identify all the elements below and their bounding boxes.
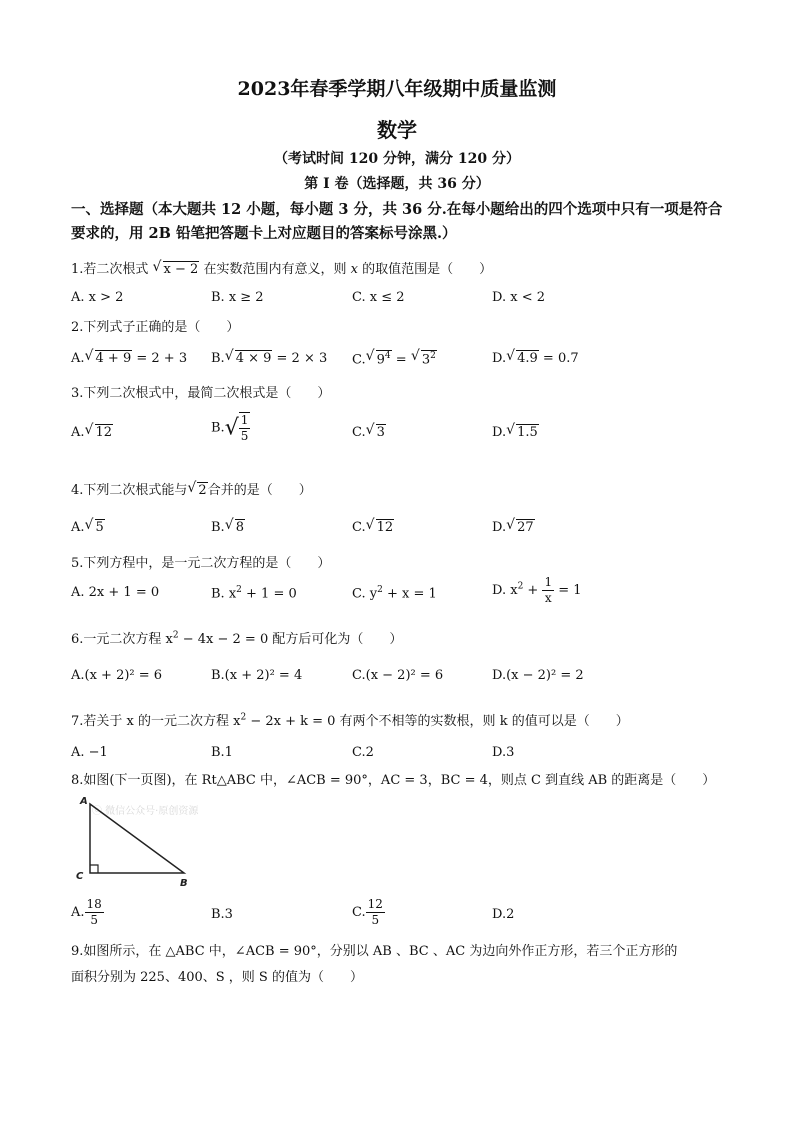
- q6-pre: 6.一元二次方程 x: [71, 632, 173, 647]
- q7-option-d: D.3: [492, 745, 515, 760]
- q4-b-label: B.: [211, 520, 225, 535]
- q3-option-a: [71, 424, 113, 440]
- q8-c-den: 5: [371, 913, 380, 927]
- q6-close: ）: [389, 632, 403, 647]
- q3-a-label: A.: [71, 425, 85, 440]
- q3-options: [71, 413, 731, 464]
- question-2: [71, 316, 239, 335]
- q5-c-post: + x = 1: [382, 586, 437, 602]
- q3-a-radical: [86, 424, 114, 440]
- q2-d-post: = 0.7: [538, 351, 579, 366]
- q2-c-exp-1: 4: [384, 351, 391, 361]
- q3-d-radical: [507, 424, 539, 440]
- q3-b-label: B.: [211, 420, 225, 436]
- q3-c-label: C.: [352, 425, 366, 440]
- q3-c-radicand: 3: [376, 425, 385, 440]
- triangle-abc: [90, 804, 184, 873]
- q2-option-c: [352, 350, 437, 367]
- q8-option-b: B.3: [211, 907, 233, 922]
- q8-a-den: 5: [90, 913, 98, 927]
- q4-a-label: A.: [71, 520, 85, 535]
- q1-option-a: A. x > 2: [71, 290, 124, 305]
- q5-option-c: [352, 585, 437, 601]
- q4-option-a: [71, 519, 105, 535]
- q3-a-radicand: 12: [95, 425, 113, 440]
- q6-options: [71, 668, 731, 708]
- q3-close: ）: [317, 386, 331, 401]
- q8-text: 8.如图(下一页图)，在 Rt△ABC 中，∠ACB = 90°，AC = 3，BC = 4，则点 C 到直线 AB 的距离是（: [71, 773, 677, 788]
- q2-text: 2.下列式子正确的是（: [71, 320, 201, 335]
- q4-b-radicand: 8: [235, 520, 244, 535]
- q4-radical: [188, 482, 207, 498]
- q4-post: 合并的是（: [207, 483, 273, 498]
- q4-b-radical: [226, 519, 245, 535]
- q4-close: ）: [298, 483, 312, 498]
- q5-option-a: A. 2x + 1 = 0: [71, 585, 160, 600]
- question-6: [71, 628, 402, 647]
- section-instructions: 一、选择题（本大题共 12 小题，每小题 3 分，共 36 分.在每小题给出的四个选项中只有一项是符合要求的，用 2B 铅笔把答题卡上对应题目的答案标号涂黑.）: [71, 201, 723, 242]
- q2-b-radicand: 4 × 9: [235, 351, 272, 366]
- q1-post2: 的取值范围是（: [362, 262, 454, 277]
- q7-pre: 7.若关于 x 的一元二次方程 x: [71, 714, 241, 729]
- q5-option-b: [211, 585, 297, 601]
- q8-c-num: 12: [367, 897, 383, 911]
- q4-c-radical: [367, 519, 395, 535]
- q5-d-post: = 1: [554, 583, 582, 598]
- q8-option-c: [352, 897, 385, 928]
- q5-d-exp: 2: [517, 581, 524, 592]
- q1-option-b: B. x ≥ 2: [211, 290, 264, 305]
- q4-pre: 4.下列二次根式能与: [71, 483, 188, 498]
- q3-option-d: [492, 424, 539, 440]
- q2-b-label: B.: [211, 351, 225, 366]
- q1-radicand: x − 2: [163, 262, 199, 277]
- q1-close: ）: [479, 262, 493, 277]
- q3-b-den: 5: [240, 429, 249, 443]
- subject-title: 数学: [377, 118, 417, 142]
- label-b: B: [180, 878, 188, 889]
- q5-c-pre: C. y: [352, 586, 378, 602]
- q8-option-d: D.2: [492, 907, 515, 922]
- question-7: [71, 710, 629, 729]
- exam-title: 2023年春季学期八年级期中质量监测: [237, 78, 557, 100]
- q3-b-num: 1: [240, 413, 249, 427]
- q8-a-num: 18: [86, 897, 102, 911]
- q5-c-exp: 2: [377, 585, 383, 595]
- q3-c-radical: [367, 424, 386, 440]
- q2-option-d: [492, 350, 579, 366]
- q9-close: ）: [349, 970, 363, 985]
- q3-option-c: [352, 424, 386, 440]
- q2-c-radical-1: [367, 350, 392, 367]
- q5-d-pre: D. x: [492, 583, 518, 598]
- q2-d-label: D.: [492, 351, 507, 366]
- q4-d-label: D.: [492, 520, 507, 535]
- q5-d-num: 1: [544, 575, 553, 589]
- q7-exp: 2: [240, 712, 247, 723]
- q1-option-c: C. x ≤ 2: [352, 290, 405, 305]
- q2-d-radicand: 4.9: [517, 351, 538, 366]
- q4-radicand: 2: [198, 483, 207, 498]
- q2-c-eq: =: [391, 352, 411, 368]
- q4-c-radicand: 12: [376, 520, 394, 535]
- q6-mid: − 4x − 2 = 0 配方后可化为（: [178, 632, 364, 647]
- q5-close: ）: [317, 556, 331, 571]
- q2-b-radical: [226, 350, 273, 366]
- question-4: [71, 479, 312, 498]
- q2-option-b: [211, 350, 327, 366]
- q2-c-base-2: 3: [421, 352, 431, 368]
- q3-b-fraction: [239, 412, 251, 444]
- q8-c-fraction: [366, 897, 385, 928]
- q4-d-radical: [507, 519, 535, 535]
- q7-close: ）: [615, 714, 629, 729]
- q2-c-base-1: 9: [376, 352, 385, 368]
- q1-post: 在实数范围内有意义，则: [203, 262, 347, 277]
- q2-close: ）: [226, 320, 240, 335]
- q5-option-d: [492, 575, 582, 606]
- question-5: [71, 552, 330, 571]
- q7-option-b: B.1: [211, 745, 233, 760]
- q8-watermark: ⓒ 微信公众号·原创资源: [92, 806, 199, 817]
- q4-c-label: C.: [352, 520, 366, 535]
- q4-d-radicand: 27: [517, 520, 534, 535]
- exam-info: （考试时间 120 分钟，满分 120 分）: [274, 151, 520, 167]
- q6-option-c: C.(x − 2)² = 6: [352, 668, 444, 683]
- q9-line2: 面积分别为 225、400、S ，则 S 的值为（: [71, 970, 324, 985]
- q8-close: ）: [702, 773, 716, 788]
- q6-option-d: D.(x − 2)² = 2: [492, 668, 584, 683]
- q4-a-radical: [86, 519, 105, 535]
- right-angle-mark: [90, 865, 98, 873]
- q8-options: [71, 897, 731, 937]
- q2-a-post: = 2 + 3: [132, 351, 188, 366]
- q5-text: 5.下列方程中，是一元二次方程的是（: [71, 556, 292, 571]
- q1-pre: 1.若二次根式: [71, 262, 149, 277]
- q6-option-a: A.(x + 2)² = 6: [71, 668, 163, 683]
- q6-exp: 2: [172, 630, 179, 641]
- q3-d-radicand: 1.5: [517, 425, 538, 440]
- q1-option-d: D. x < 2: [492, 290, 545, 305]
- q3-option-b: [211, 412, 250, 444]
- q8-a-label: A.: [71, 905, 85, 920]
- q8-triangle-figure: [70, 795, 200, 895]
- q5-d-den: x: [544, 591, 552, 605]
- q7-mid: − 2x + k = 0 有两个不相等的实数根，则 k 的值可以是（: [246, 714, 590, 729]
- q8-c-label: C.: [352, 905, 366, 920]
- q1-radical: [154, 261, 200, 277]
- q2-c-radical-2: [412, 350, 437, 367]
- question-9-line-2: [71, 966, 363, 985]
- label-a: A: [80, 796, 88, 807]
- q2-a-radical: [86, 350, 133, 366]
- q7-option-c: C.2: [352, 745, 374, 760]
- question-9-line-1: 9.如图所示，在 △ABC 中，∠ACB = 90°，分别以 AB 、BC 、AC 为边向外作正方形，若三个正方形的: [71, 944, 678, 959]
- q7-option-a: A. −1: [71, 745, 108, 760]
- question-8: [71, 769, 715, 788]
- q2-c-label: C.: [352, 352, 366, 368]
- q2-c-radicand-1: [376, 350, 392, 367]
- q2-b-post: = 2 × 3: [272, 351, 328, 366]
- q2-a-radicand: 4 + 9: [95, 351, 132, 366]
- q4-a-radicand: 5: [95, 520, 104, 535]
- label-c: C: [76, 871, 84, 882]
- question-3: [71, 382, 330, 401]
- q2-c-radicand-2: [421, 350, 437, 367]
- q8-option-a: [71, 897, 104, 928]
- q8-a-fraction: [85, 897, 104, 928]
- q3-text: 3.下列二次根式中，最简二次根式是（: [71, 386, 292, 401]
- q4-option-d: [492, 519, 535, 535]
- volume-heading: 第 I 卷（选择题，共 36 分）: [304, 176, 490, 192]
- q3-b-radical-sign: √: [224, 415, 239, 441]
- question-1: [71, 258, 492, 277]
- q5-b-post: + 1 = 0: [241, 586, 297, 602]
- q5-b-pre: B. x: [211, 586, 237, 602]
- q6-option-b: B.(x + 2)² = 4: [211, 668, 303, 683]
- q5-options: [71, 575, 731, 625]
- q2-c-exp-2: 2: [430, 351, 436, 361]
- q4-option-c: [352, 519, 394, 535]
- q5-b-exp: 2: [236, 585, 242, 595]
- q2-option-a: [71, 350, 187, 366]
- q2-d-radical: [507, 350, 539, 366]
- q5-d-fraction: [542, 575, 554, 606]
- q3-d-label: D.: [492, 425, 507, 440]
- q2-a-label: A.: [71, 351, 85, 366]
- q1-var: x: [350, 262, 358, 277]
- q4-option-b: [211, 519, 245, 535]
- q5-d-mid: +: [523, 583, 543, 598]
